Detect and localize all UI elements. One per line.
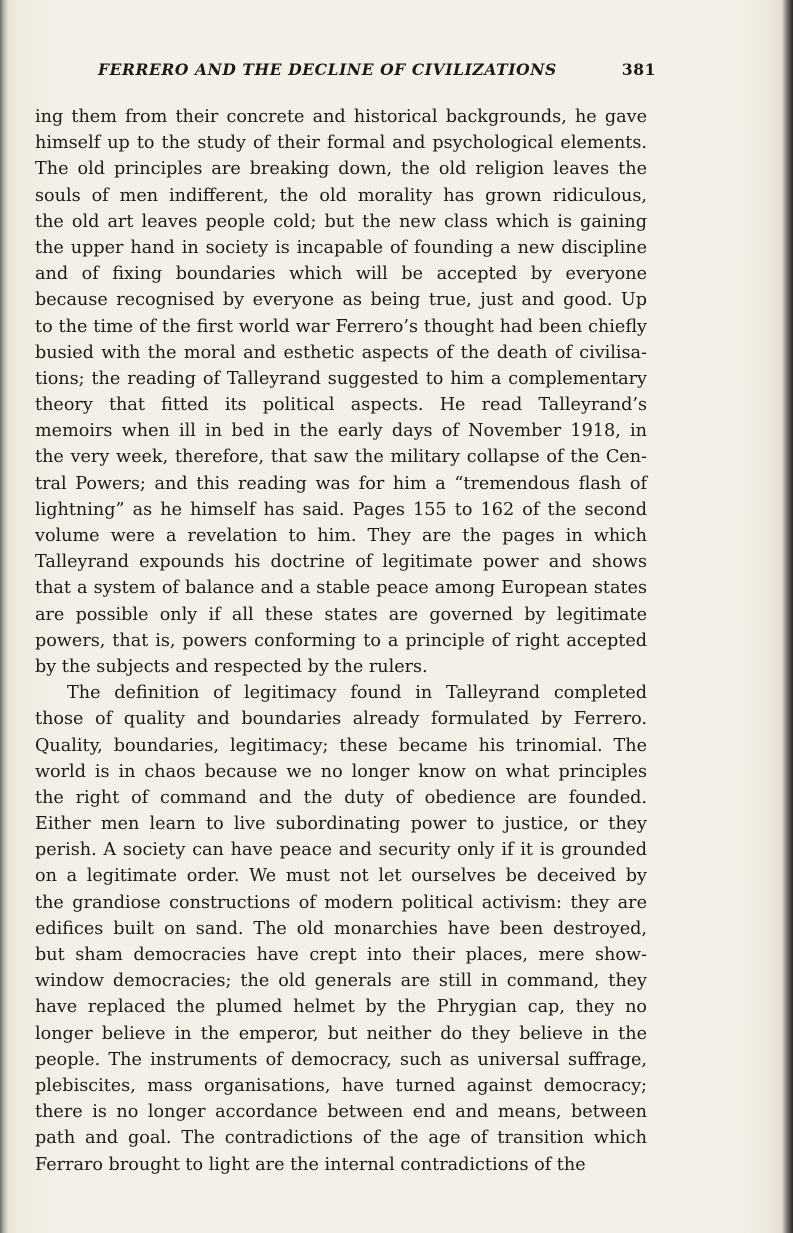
text-line: lightning” as he himself has said. Pages 155 to 162 of the second — [35, 499, 647, 520]
text-line: have replaced the plumed helmet by the Phrygian cap, they no — [35, 997, 647, 1018]
text-line: volume were a revelation to him. They are the pages in which — [35, 526, 647, 546]
text-line: world is in chaos because we no longer know on what principles — [35, 761, 647, 782]
text-line: ing them from their concrete and historical backgrounds, he gave — [35, 107, 647, 127]
page-edge-shadow — [781, 0, 793, 1233]
text-line: the old art leaves people cold; but the new class which is gaining — [35, 211, 647, 232]
text-line: perish. A society can have peace and security only if it is grounded — [35, 840, 647, 861]
paragraph-1 — [35, 104, 647, 680]
body-text — [35, 104, 647, 1178]
text-line: Either men learn to live subordinating power to justice, or they — [35, 814, 647, 835]
text-line: edifices built on sand. The old monarchies have been destroyed, — [35, 918, 647, 939]
text-line: longer believe in the emperor, but neither do they believe in the — [35, 1023, 647, 1044]
paragraph-2 — [35, 680, 647, 1178]
text-line: himself up to the study of their formal and psychological elements. — [35, 133, 647, 154]
text-line: window democracies; the old generals are still in command, they — [35, 971, 647, 992]
page-header — [98, 60, 656, 88]
text-line: there is no longer accordance between end and means, between — [35, 1102, 647, 1123]
page-number: 381 — [621, 60, 656, 79]
text-line: but sham democracies have crept into their places, mere show- — [35, 945, 647, 965]
text-line: tral Powers; and this reading was for him a “tremendous flash of — [35, 473, 647, 494]
text-line: tions; the reading of Talleyrand suggested to him a complementary — [35, 368, 647, 389]
text-line: those of quality and boundaries already formulated by Ferrero. — [35, 709, 647, 730]
text-line: plebiscites, mass organisations, have turned against democracy; — [35, 1075, 647, 1096]
text-line: the right of command and the duty of obedience are founded. — [35, 787, 647, 808]
running-head: FERRERO AND THE DECLINE OF CIVILIZATIONS — [98, 60, 557, 79]
text-line: powers, that is, powers conforming to a principle of right accepted — [35, 630, 647, 651]
text-line: that a system of balance and a stable peace among European states — [35, 578, 647, 599]
text-line: people. The instruments of democracy, such as universal suffrage, — [35, 1049, 647, 1070]
text-line: path and goal. The contradictions of the age of transition which — [35, 1128, 647, 1149]
text-line: to the time of the first world war Ferrero’s thought had been chiefly — [35, 316, 647, 337]
text-line: on a legitimate order. We must not let ourselves be deceived by — [35, 866, 647, 887]
text-line: Quality, boundaries, legitimacy; these became his trinomial. The — [35, 735, 647, 756]
text-line: the grandiose constructions of modern political activism: they are — [35, 892, 647, 913]
text-line: because recognised by everyone as being true, just and good. Up — [35, 290, 647, 311]
text-line: are possible only if all these states are governed by legitimate — [35, 604, 647, 625]
text-line: souls of men indifferent, the old morality has grown ridiculous, — [35, 185, 647, 206]
text-line: the upper hand in society is incapable of founding a new discipline — [35, 237, 647, 258]
text-line: and of fixing boundaries which will be accepted by everyone — [35, 264, 647, 285]
text-line: Ferraro brought to light are the internal contradictions of the — [35, 1154, 586, 1175]
text-line: busied with the moral and esthetic aspects of the death of civilisa- — [35, 342, 647, 363]
text-line: by the subjects and respected by the rulers. — [35, 656, 428, 677]
text-line: the very week, therefore, that saw the military collapse of the Cen- — [35, 447, 647, 468]
text-line: The old principles are breaking down, the old religion leaves the — [35, 159, 647, 180]
text-line: theory that fitted its political aspects. He read Talleyrand’s — [35, 395, 647, 416]
text-line: memoirs when ill in bed in the early days of November 1918, in — [35, 421, 647, 442]
page-gutter-shadow — [0, 0, 8, 1233]
text-line: Talleyrand expounds his doctrine of legitimate power and shows — [35, 552, 647, 573]
text-line: The definition of legitimacy found in Talleyrand completed — [67, 683, 647, 704]
